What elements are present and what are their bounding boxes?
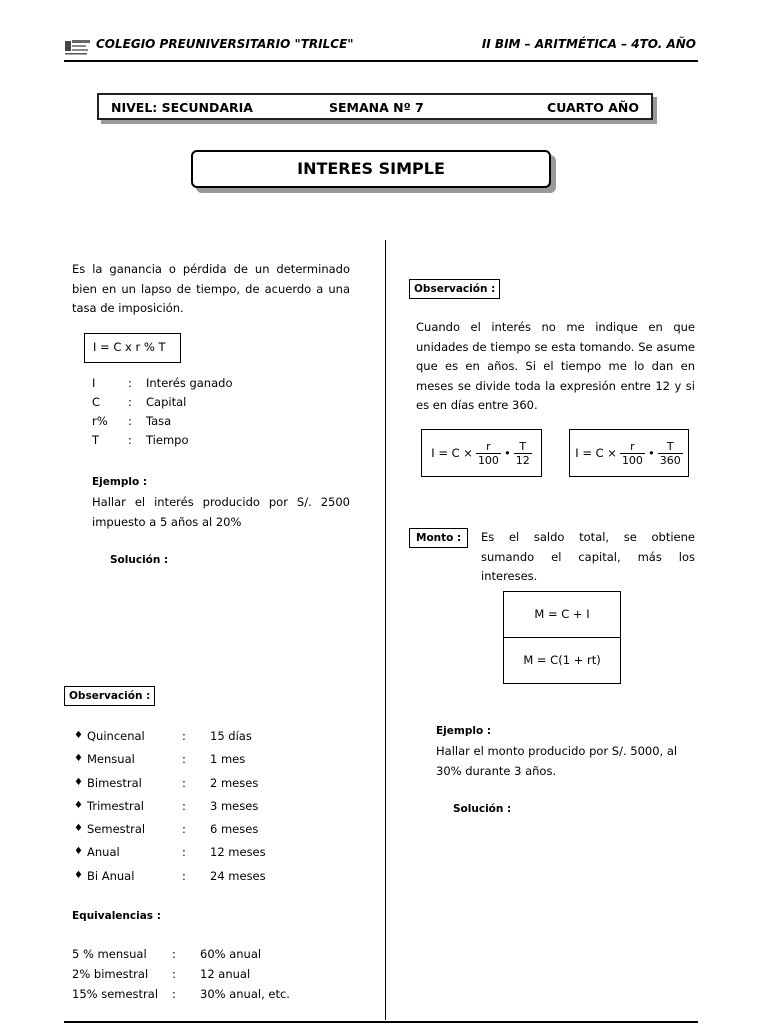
example-text: Hallar el interés producido por S/. 2500 impuesto a 5 años al 20%: [92, 495, 350, 529]
equivalences-label: Equivalencias :: [72, 910, 161, 922]
legend-row: I : Interés ganado: [92, 376, 233, 390]
example-label: Ejemplo :: [92, 476, 148, 488]
bullet-icon: ♦: [74, 869, 83, 881]
list-item: ♦ Bimestral : 2 meses: [74, 775, 259, 790]
course-title: II BIM – ARITMÉTICA – 4TO. AÑO: [481, 37, 696, 51]
list-item: 2% bimestral : 12 anual: [72, 967, 251, 981]
legend-row: T : Tiempo: [92, 433, 189, 447]
monto-text: Es el saldo total, se obtiene sumando el capital, más los intereses.: [481, 530, 695, 583]
equivalences-list: [72, 947, 332, 1007]
page-title: INTERES SIMPLE: [191, 150, 551, 188]
monto-formula-2: M = C(1 + rt): [523, 653, 601, 667]
legend-row: r% : Tasa: [92, 414, 172, 428]
list-item: ♦ Mensual : 1 mes: [74, 752, 246, 767]
bullet-icon: ♦: [74, 753, 83, 765]
bullet-icon: ♦: [74, 730, 83, 741]
formula-text: I = C x r % T: [93, 340, 166, 354]
bullet-icon: ♦: [74, 799, 83, 811]
bullet-icon: ♦: [74, 823, 83, 835]
monto-formula-1: M = C + I: [504, 592, 620, 638]
week-label: SEMANA Nº 7: [329, 100, 424, 115]
school-name: COLEGIO PREUNIVERSITARIO "TRILCE": [96, 37, 354, 51]
level-bar: [97, 93, 653, 120]
solution-label: Solución :: [110, 554, 169, 566]
header-rule: [64, 60, 698, 62]
monto-label: Monto :: [409, 528, 468, 548]
solution-label-right: Solución :: [453, 803, 512, 815]
grade-label: CUARTO AÑO: [547, 100, 639, 115]
level-label: NIVEL: SECUNDARIA: [111, 100, 253, 115]
formula-months-box: I = C × $\frac{r}{100}$ • $\frac{T}{12}$: [421, 429, 542, 477]
example-text-right: Hallar el monto producido por S/. 5000, al 30% durante 3 años.: [436, 744, 678, 778]
fraction-rate: $\frac{r}{100}$: [621, 439, 643, 467]
observation-label: Observación :: [64, 686, 155, 706]
fraction-time: $\frac{T}{12}$: [515, 439, 530, 467]
list-item: 5 % mensual : 60% anual: [72, 947, 262, 961]
list-item: ♦ Bi Anual : 24 meses: [74, 868, 266, 883]
bullet-icon: ♦: [74, 776, 83, 788]
observation-label-right: Observación :: [409, 279, 500, 299]
list-item: ♦ Anual : 12 meses: [74, 845, 266, 860]
formula-box: [84, 333, 181, 363]
observation-text: Cuando el interés no me indique en que unidades de tiempo se esta tomando. Se asume que es en años. Si el tiempo me lo dan en meses se divide toda la expresión entre 12 y si es en días entre 360.: [416, 320, 695, 412]
list-item: 15% semestral : 30% anual, etc.: [72, 987, 290, 1001]
example-label-right: Ejemplo :: [436, 725, 492, 737]
list-item: ♦ Semestral : 6 meses: [74, 822, 259, 837]
bullet-icon: ♦: [74, 846, 83, 858]
column-divider: [385, 240, 386, 1020]
legend-list: [92, 376, 292, 452]
formula-days-box: I = C × $\frac{r}{100}$ • $\frac{T}{360}$: [569, 429, 689, 477]
list-item: ♦ Quincenal : 15 días: [74, 729, 252, 743]
periods-list: [74, 729, 304, 892]
school-logo: [64, 38, 92, 56]
monto-formula-box: [503, 591, 621, 684]
definition-text: Es la ganancia o pérdida de un determinado bien en un lapso de tiempo, de acuerdo a una tasa de imposición.: [72, 262, 350, 315]
footer-rule: [64, 1021, 698, 1023]
fraction-time: $\frac{T}{360}$: [659, 439, 681, 467]
list-item: ♦ Trimestral : 3 meses: [74, 798, 259, 813]
fraction-rate: $\frac{r}{100}$: [477, 439, 499, 467]
legend-row: C : Capital: [92, 395, 187, 409]
